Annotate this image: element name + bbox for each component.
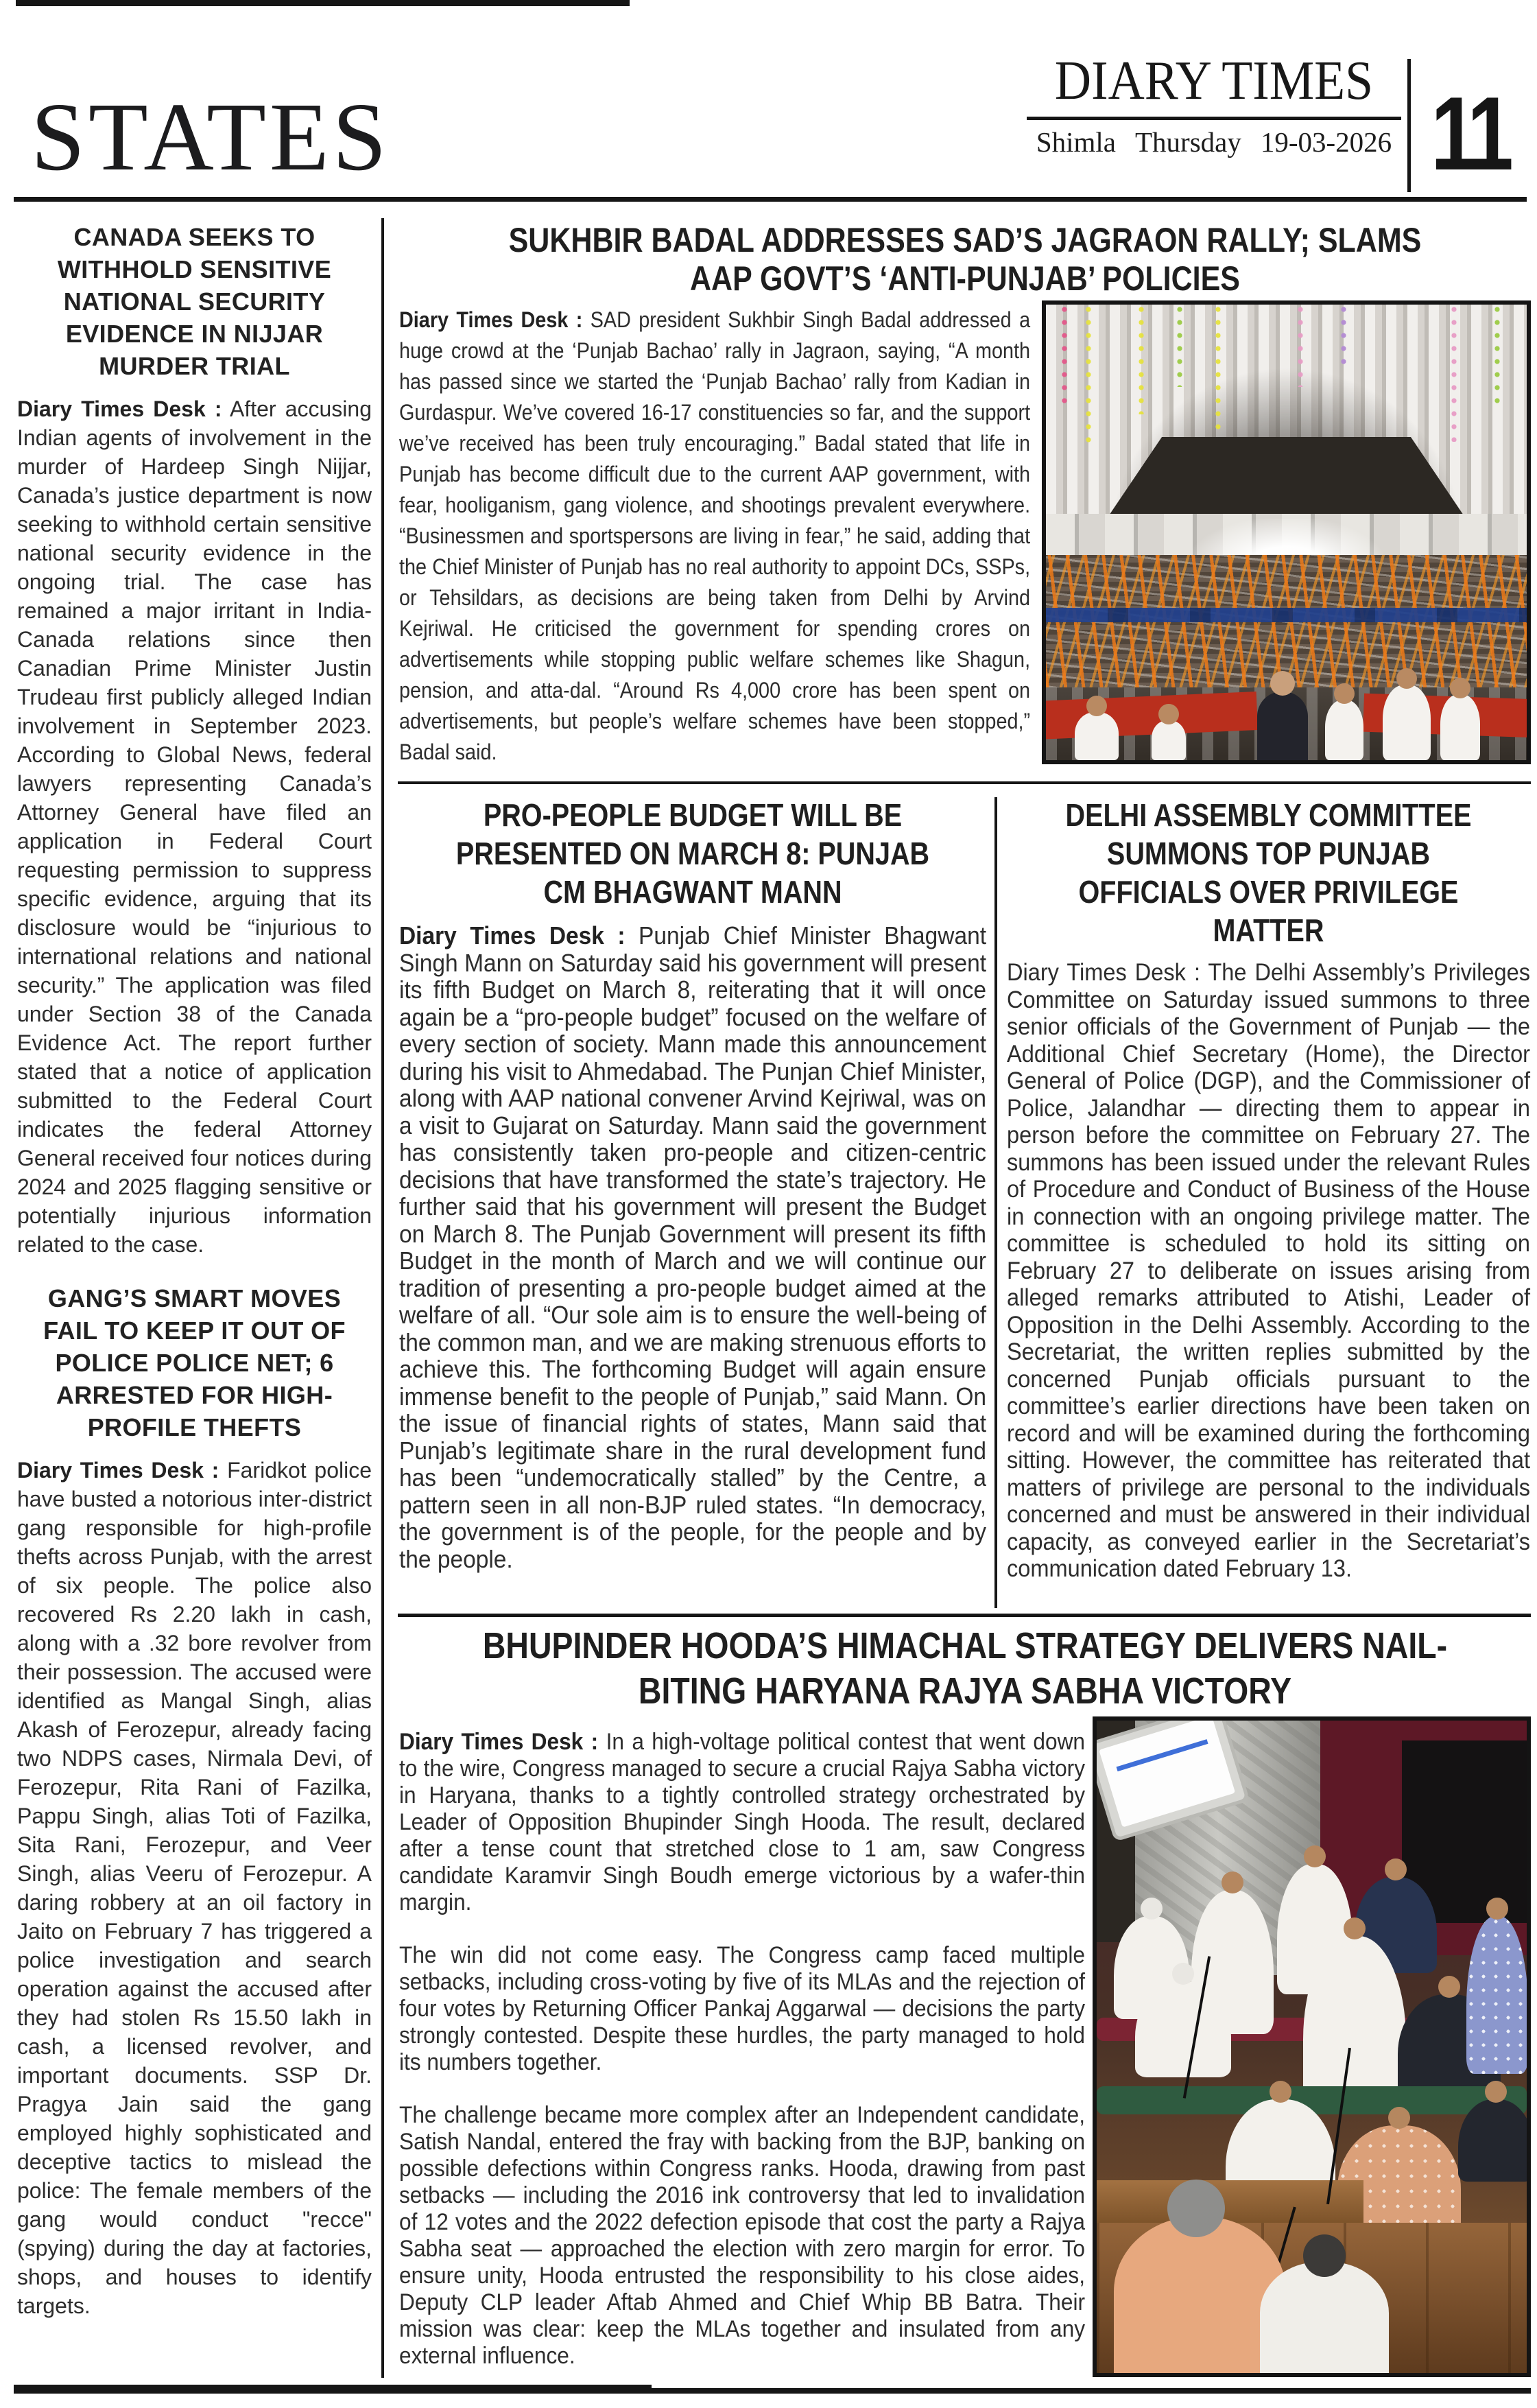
section-divider-1 <box>398 781 1531 784</box>
paragraph <box>399 1729 1085 1916</box>
camera-person <box>1257 692 1308 760</box>
garland-decoration <box>1450 305 1459 442</box>
byline: Diary Times Desk : <box>17 397 222 421</box>
column-divider-mid <box>994 797 997 1608</box>
person-figure <box>1440 694 1480 760</box>
article-body <box>399 1729 1085 2370</box>
article-body <box>399 300 1030 768</box>
body-text: Faridkot police have busted a notorious inter-district gang responsible for high-profile thefts across Punjab, with the arrest of six people. The police also recovered Rs 2.20 lakh in cash, along with a .32 bore revolver from their possession. The accused were identified as Mangal Singh, alias Akash of Ferozepur, already facing two NDPS cases, Nirmala Devi, of Ferozepur, Rita Rani of Fazilka, Pappu Singh, alias Toti of Fazilka, Sita Rani, Ferozepur, and Veer Singh, alias Veeru of Ferozepur. A daring robbery at an oil factory in Jaito on February 7 has triggered a police investigation and search operation against the accused after they had stolen Rs 15.50 lakh in cash, a licensed revolver, and important documents. SSP Dr. Pragya Jain said the gang employed highly sophisticated and deceptive tactics to mislead the police: The female members of the gang would conduct "recce" (spying) during the day at factories, shops, and houses to identify targets. <box>17 1458 372 2318</box>
body-text: Punjab Chief Minister Bhagwant Singh Mann on Saturday said his government will present its fifth Budget on March 8, reiterating that it will once again be a “pro-people budget” focused on the welfare of every section of society. Mann made this announcement during his visit to Ahmedabad. The Punjan Chief Minister, along with AAP national convener Arvind Kejriwal, was on a visit to Gujarat on Saturday. Mann said the government has consistently taken pro-people and citizen-centric decisions that have transformed the state’s trajectory. He further said that his government will present the Budget on March 8. The Punjab Government will present its fifth Budget in the month of March and we will continue our tradition of presenting a pro-people budget aimed at the welfare of all. “Our sole aim is to ensure the well-being of the common man, and we are making strenuous efforts to achieve this. The forthcoming Budget will again ensure immense benefit to the people of Punjab,” said Mann. On the issue of financial rights of states, Mann said that Punjab’s legitimate share in the rural development fund has been “undemocratically stalled” by the Centre, a pattern seen in all non-BJP ruled states. “In democracy, the government is of the people, for the people and by the people. <box>399 921 987 1573</box>
article-headline: SUKHBIR BADAL ADDRESSES SAD’S JAGRAON RALLY; SLAMS AAP GOVT’S ‘ANTI-PUNJAB’ POLICIES <box>508 221 1422 298</box>
garland-decoration <box>1060 305 1069 408</box>
dateline <box>1025 126 1403 158</box>
byline: Diary Times Desk : <box>399 921 625 949</box>
masthead <box>1025 51 1403 158</box>
article-delhi-summons <box>1007 796 1530 1583</box>
top-border-line <box>16 0 630 6</box>
byline: Diary Times Desk : <box>399 307 583 332</box>
person-figure <box>1075 712 1119 760</box>
rally-photo <box>1042 300 1531 764</box>
article-headline: DELHI ASSEMBLY COMMITTEE SUMMONS TOP PUNJAB OFFICIALS OVER PRIVILEGE MATTER <box>1065 797 1472 948</box>
blue-banner-strip <box>1046 608 1527 622</box>
body-text: After accusing Indian agents of involvement in the murder of Hardeep Singh Nijjar, Canada’s justice department is now seeking to withhold certain sensitive national security evidence in the ongoing trial. The case has remained a major irritant in India-Canada relations since then Canadian Prime Minister Justin Trudeau first publicly alleged Indian involvement in September 2023. According to Global News, federal lawyers representing Canada’s Attorney General have filed an application in Federal Court requesting permission to suppress specific evidence, arguing that its disclosure would be “injurious to international relations and national security.” The application was filed under Section 38 of the Canada Evidence Act. The report further stated that a notice of application submitted to the Federal Court indicates the federal Attorney General received four notices during 2024 and 2025 flagging sensitive or potentially injurious information related to the case. <box>17 397 372 1257</box>
body-text: In a high-voltage political contest that went down to the wire, Congress managed to secure a crucial Rajya Sabha victory in Haryana, thanks to a tightly controlled strategy orchestrated by Leader of Opposition Bhupinder Singh Hooda. The result, declared after a tense count that stretched close to 1 am, saw Congress candidate Karamvir Singh Boudh emerge victorious by a wafer-thin margin. <box>399 1729 1086 1915</box>
article-body <box>1007 959 1530 1583</box>
byline: Diary Times Desk : <box>399 1729 599 1755</box>
article-hooda-rajya-sabha <box>399 1623 1531 2381</box>
section-divider-2 <box>398 1614 1531 1617</box>
tablet-display <box>1099 1716 1235 1828</box>
paper-title-underline <box>1027 117 1401 120</box>
garland-decoration <box>1339 305 1348 370</box>
seated-leader-figure <box>1135 1981 1231 2077</box>
woman-blue-dress <box>1466 1916 1528 2074</box>
article-badal-rally <box>399 221 1531 768</box>
assembly-photo <box>1093 1716 1531 2377</box>
article-budget-mann <box>399 796 986 1572</box>
article-body <box>17 394 372 1259</box>
section-title: STATES <box>31 82 390 191</box>
person-figure <box>1383 685 1431 760</box>
foreground-person-white <box>1260 2262 1389 2373</box>
left-column <box>17 221 372 2320</box>
bottom-border-right <box>652 2388 1531 2394</box>
dateline-date: 19-03-2026 <box>1260 126 1392 158</box>
column-divider-left <box>381 218 384 2378</box>
dateline-day: Thursday <box>1135 126 1241 158</box>
byline: Diary Times Desk : <box>17 1458 219 1483</box>
garland-decoration <box>1137 305 1146 414</box>
garland-decoration <box>1214 305 1223 432</box>
body-text: SAD president Sukhbir Singh Badal addressed a huge crowd at the ‘Punjab Bachao’ rally in Jagraon, saying, “A month has passed since we started the ‘Punjab Bachao’ rally from Kadian in Gurdaspur. We’ve covered 16-17 constituencies so far, and the support we’ve received has been truly encouraging.” Badal stated that life in Punjab has become difficult due to the current AAP government, with fear, hooliganism, gang violence, and shootings prevalent everywhere. “Businessmen and sportspersons are living in fear,” he said, adding that the Chief Minister of Punjab has no real authority to appoint DCs, SSPs, or Tehsildars, as decisions are being taken from Delhi by Arvind Kejriwal. He criticised the government for spending crores on advertisements while stopping public welfare schemes like Shagun, pension, and atta-dal. “Around Rs 4,000 crore has been spent on advertisements, but people’s welfare schemes have been stopped,” Badal said. <box>399 307 1031 764</box>
article-body <box>17 1456 372 2320</box>
badal-content-row <box>399 300 1531 768</box>
person-figure <box>1325 700 1363 760</box>
masthead-rule-horizontal <box>14 197 1527 202</box>
article-body <box>399 922 986 1572</box>
mla-figure <box>1458 2099 1531 2182</box>
masthead-vertical-rule <box>1407 59 1411 192</box>
article-headline: PRO-PEOPLE BUDGET WILL BE PRESENTED ON MARCH 8: PUNJAB CM BHAGWANT MANN <box>455 797 930 910</box>
paragraph: The win did not come easy. The Congress camp faced multiple setbacks, including cross-voting by five of its MLAs and the rejection of four votes by Returning Officer Pankaj Aggarwal — decisions the party strongly contested. Despite these hurdles, the party managed to hold its numbers together. <box>399 1942 1086 2075</box>
article-headline: GANG’S SMART MOVES FAIL TO KEEP IT OUT OF POLICE POLICE NET; 6 ARRESTED FOR HIGH-PROFILE THEFTS <box>43 1284 346 1441</box>
article-headline: BHUPINDER HOODA’S HIMACHAL STRATEGY DELIVERS NAIL-BITING HARYANA RAJYA SABHA VICTORY <box>482 1625 1448 1712</box>
body-text: The Delhi Assembly’s Privileges Committee on Saturday issued summons to three senior officials of the Government of Punjab — the Additional Chief Secretary (Home), the Director General of Police (DGP), and the Commissioner of Police, Jalandhar — directing them to appear in person before the committee on February 27. The summons has been issued under the relevant Rules of Procedure and Conduct of Business of the House in connection with an ongoing privilege matter. The committee is scheduled to hold its sitting on February 27 to deliberate on issues arising from alleged remarks attributed to Atishi, Leader of Opposition in the Delhi Assembly. According to the Secretariat, the written replies submitted by the concerned Punjab officials pursuant to the committee’s earlier directions have been taken on record and will be examined during the forthcoming sitting. However, the committee has reiterated that matters of privilege are personal to the individuals concerned and must be answered in their individual capacity, as conveyed earlier in the Secretariat’s communication dated February 13. <box>1007 959 1531 1582</box>
wooden-desk-upper <box>1097 2180 1363 2226</box>
garland-decoration <box>1084 305 1093 445</box>
garland-decoration <box>1296 305 1305 387</box>
tent-inner-roof <box>1104 437 1469 523</box>
paragraph: The challenge became more complex after an Independent candidate, Satish Nandal, entered the fray with backing from the BJP, banking on possible defections within Congress ranks. Hooda, drawing from past setbacks — including the 2016 ink controversy that led to invalidation of 12 votes and the 2022 defection episode that cost the party a Rajya Sabha seat — approached the election with zero margin for error. To ensure unity, Hooda entrusted the responsibility to his close aides, Deputy CLP leader Aftab Ahmed and Chief Whip BB Batra. Their mission was clear: keep the MLAs together and insulated from any external influence. <box>399 2102 1086 2369</box>
dateline-city: Shimla <box>1036 126 1116 158</box>
garland-decoration <box>1493 305 1502 408</box>
byline: Diary Times Desk : <box>1007 959 1200 986</box>
article-headline: CANADA SEEKS TO WITHHOLD SENSITIVE NATIONAL SECURITY EVIDENCE IN NIJJAR MURDER TRIAL <box>57 223 332 380</box>
article-gang-thefts <box>17 1282 372 2320</box>
paper-title: DIARY TIMES <box>1054 51 1374 111</box>
article-canada-nijjar <box>17 221 372 1259</box>
person-figure <box>1152 720 1186 760</box>
bottom-border-left <box>14 2385 652 2394</box>
garland-decoration <box>1176 305 1184 387</box>
page-number: 11 <box>1431 75 1508 192</box>
